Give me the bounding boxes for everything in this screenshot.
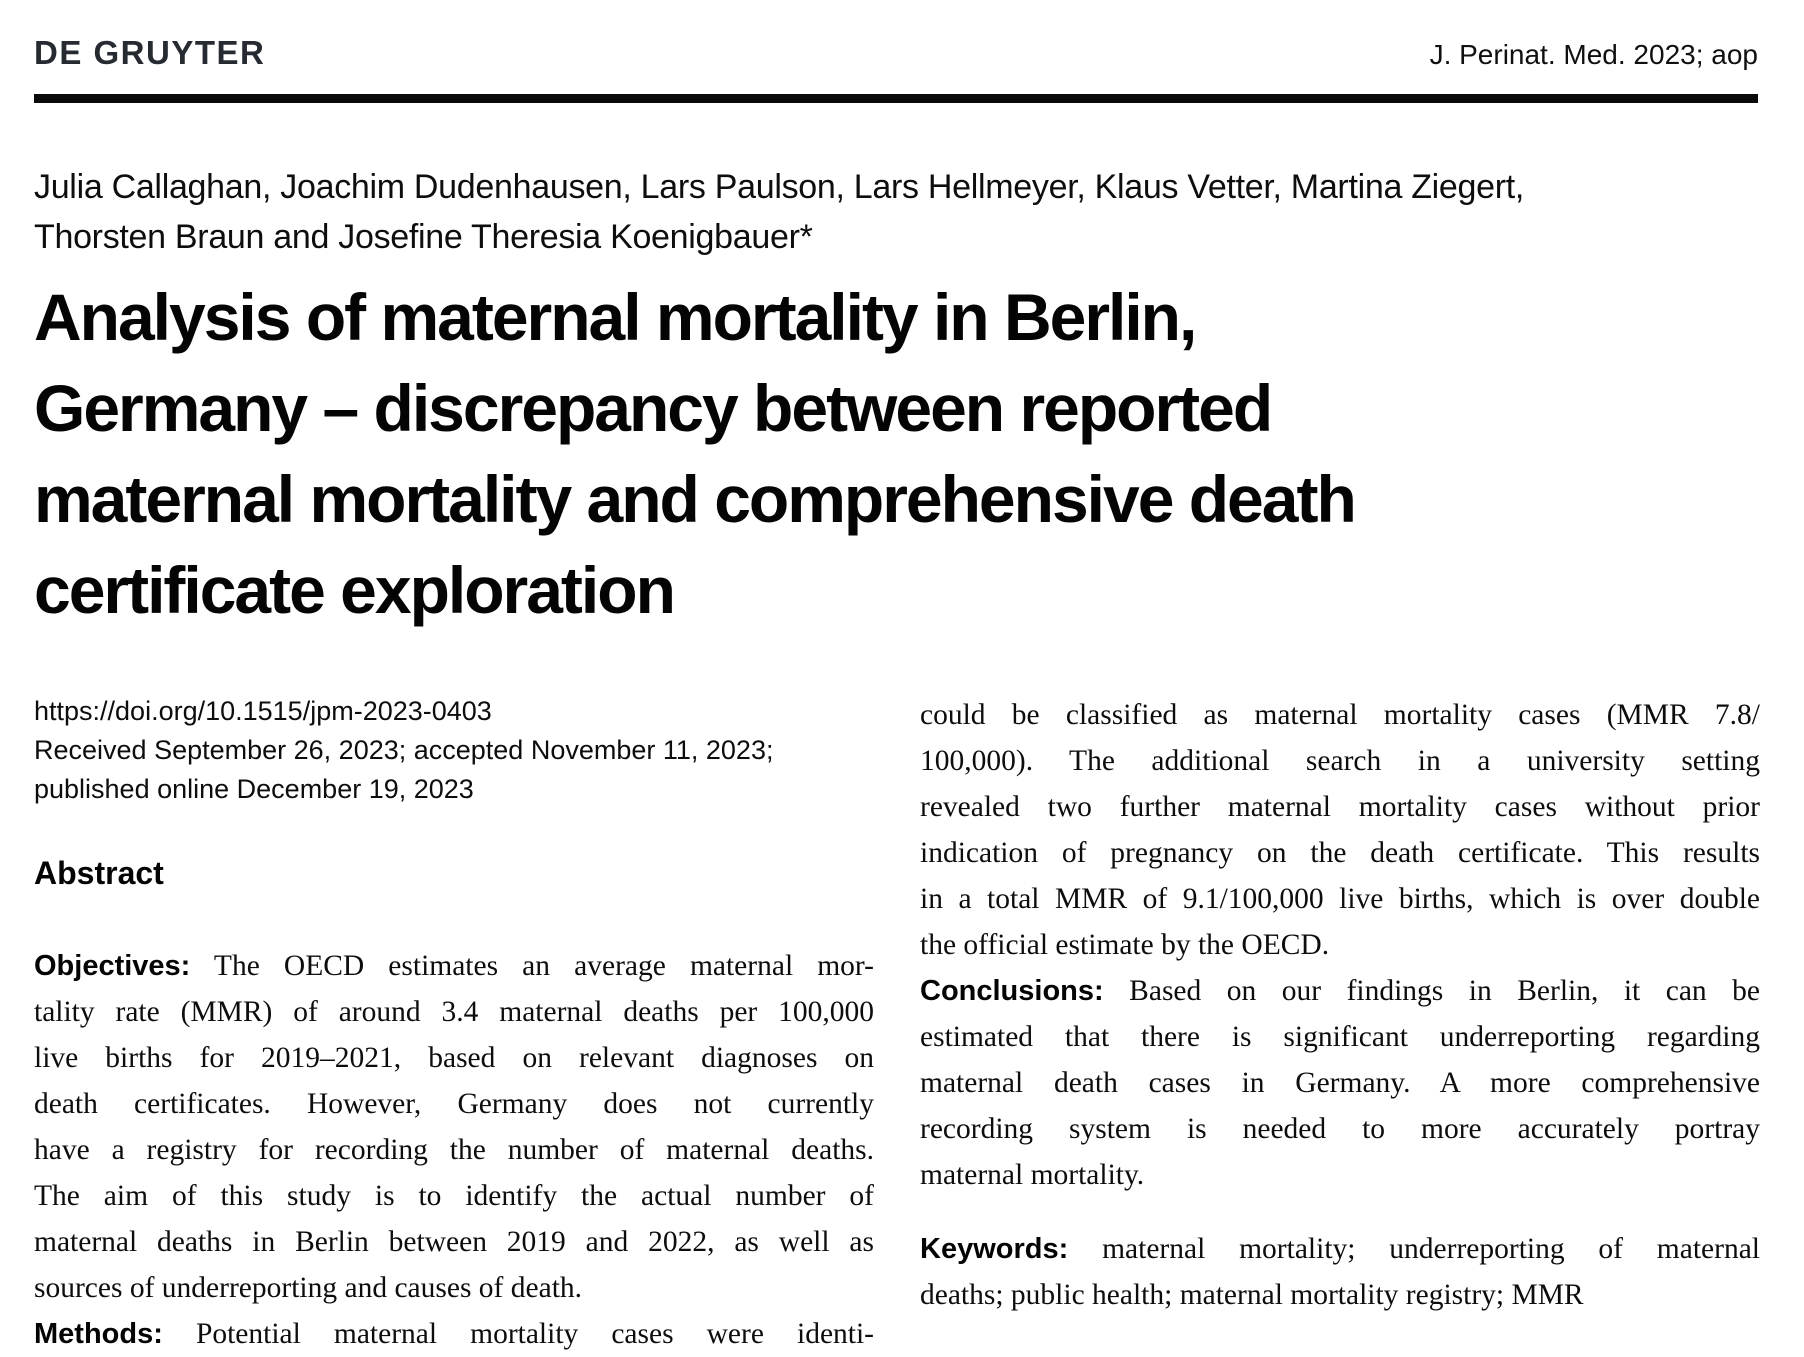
text-line: Keywords: maternal mortality; underreporting of maternal [920, 1233, 1760, 1265]
abstract-heading: Abstract [34, 855, 164, 891]
text-line: Conclusions: Based on our findings in Berlin, it can be [920, 975, 1761, 1007]
text-line: maternal death cases in Germany. A more comprehensive [920, 1067, 1760, 1099]
text-line: maternal mortality and comprehensive death [34, 462, 1355, 536]
text-line: could be classified as maternal mortality cases (MMR 7.8/ [920, 699, 1760, 731]
article-meta-block [34, 692, 874, 809]
text-line: Methods: Potential maternal mortality cases were identi- [34, 1318, 875, 1350]
author-list [34, 162, 1760, 262]
text-line: in a total MMR of 9.1/100,000 live births, which is over double [920, 883, 1760, 915]
text-line: deaths; public health; maternal mortality registry; MMR [920, 1279, 1584, 1311]
bold-lead-in: Conclusions: [920, 975, 1104, 1007]
text-line: revealed two further maternal mortality cases without prior [920, 791, 1760, 823]
left-column [34, 688, 874, 1357]
text-line: certificate exploration [34, 553, 674, 627]
text-line: recording system is needed to more accurately portray [920, 1113, 1760, 1145]
text-line: maternal mortality. [920, 1159, 1145, 1191]
text-line: the official estimate by the OECD. [920, 929, 1330, 961]
text-line: sources of underreporting and causes of death. [34, 1272, 583, 1304]
text-line: maternal deaths in Berlin between 2019 and 2022, as well as [34, 1226, 874, 1258]
abstract-right-text [920, 692, 1760, 1198]
doi-link[interactable]: https://doi.org/10.1515/jpm-2023-0403 [34, 696, 492, 726]
text-line: Objectives: The OECD estimates an average maternal mor- [34, 950, 874, 982]
text-line: The aim of this study is to identify the actual number of [34, 1180, 874, 1212]
abstract-left-text [34, 943, 874, 1357]
page-header [34, 34, 1758, 72]
published-online-date: published online December 19, 2023 [34, 774, 474, 804]
abstract-two-column-area [34, 688, 1760, 1357]
keywords-block [920, 1226, 1760, 1318]
text-line: 100,000). The additional search in a university setting [920, 745, 1760, 777]
article-title [34, 272, 1794, 636]
text-line: live births for 2019–2021, based on relevant diagnoses on [34, 1042, 874, 1074]
text-line: Germany – discrepancy between reported [34, 371, 1272, 445]
text-line: tality rate (MMR) of around 3.4 maternal deaths per 100,000 [34, 996, 874, 1028]
right-column [920, 688, 1760, 1357]
bold-lead-in: Objectives: [34, 950, 191, 982]
text-line: have a registry for recording the number of maternal deaths. [34, 1134, 874, 1166]
publisher-logo-text: DE GRUYTER [34, 34, 266, 71]
text-line: Analysis of maternal mortality in Berlin, [34, 280, 1196, 354]
text-line: Thorsten Braun and Josefine Theresia Koenigbauer* [34, 218, 813, 256]
text-line: estimated that there is significant underreporting regarding [920, 1021, 1760, 1053]
bold-lead-in: Methods: [34, 1318, 163, 1350]
bold-lead-in: Keywords: [920, 1233, 1069, 1265]
text-line: death certificates. However, Germany does not currently [34, 1088, 874, 1120]
text-line: indication of pregnancy on the death certificate. This results [920, 837, 1760, 869]
header-divider-rule [34, 94, 1758, 103]
text-line: Julia Callaghan, Joachim Dudenhausen, Lars Paulson, Lars Hellmeyer, Klaus Vetter, Martina Ziegert, [34, 168, 1525, 206]
received-accepted-dates: Received September 26, 2023; accepted November 11, 2023; [34, 735, 774, 765]
journal-reference: J. Perinat. Med. 2023; aop [1429, 39, 1758, 70]
